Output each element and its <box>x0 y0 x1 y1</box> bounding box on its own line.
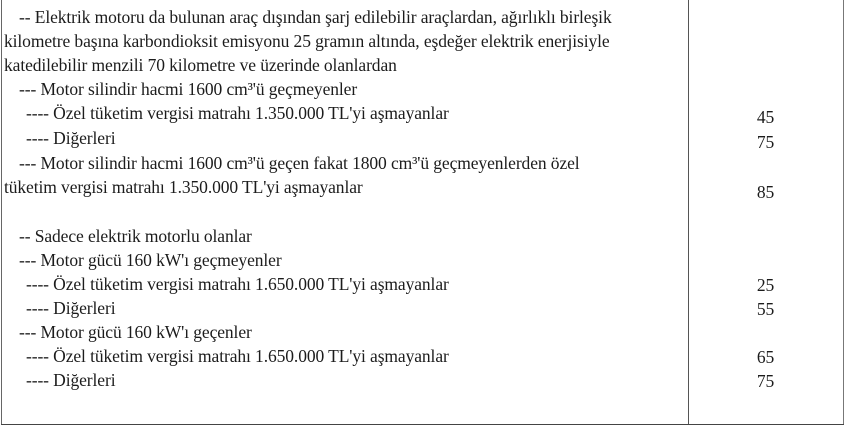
row-text: --- Motor gücü 160 kW'ı geçmeyenler <box>19 250 282 270</box>
table-row <box>0 77 688 101</box>
table-row <box>0 248 688 272</box>
table-row <box>0 29 688 53</box>
row-text: --- Motor silindir hacmi 1600 cm³'ü geçmeyenler <box>19 79 358 99</box>
row-text: --- Motor silindir hacmi 1600 cm³'ü geçen fakat 1800 cm³'ü geçmeyenlerden özel <box>19 153 580 173</box>
row-text: ---- Özel tüketim vergisi matrahı 1.650.000 TL'yi aşmayanlar <box>26 274 449 294</box>
table-row <box>0 175 688 199</box>
rate-value: 45 <box>756 107 775 127</box>
row-text: ---- Diğerleri <box>26 298 116 318</box>
table-row <box>0 224 688 248</box>
row-text: ---- Diğerleri <box>26 128 116 148</box>
rate-value: 25 <box>756 275 775 295</box>
table-row <box>0 296 688 320</box>
row-text: ---- Özel tüketim vergisi matrahı 1.350.000 TL'yi aşmayanlar <box>26 103 449 123</box>
table-row <box>0 5 688 29</box>
rate-value: 75 <box>756 371 775 391</box>
table-row <box>0 272 688 296</box>
rate-value: 55 <box>756 299 775 319</box>
row-text: --- Motor gücü 160 kW'ı geçenler <box>19 322 252 342</box>
row-text: katedilebilir menzili 70 kilometre ve üzerinde olanlardan <box>4 55 397 75</box>
table-row <box>0 368 688 392</box>
row-text: ---- Özel tüketim vergisi matrahı 1.650.000 TL'yi aşmayanlar <box>26 346 449 366</box>
row-text: -- Sadece elektrik motorlu olanlar <box>19 226 252 246</box>
table-row <box>0 126 688 150</box>
table-row <box>0 53 688 77</box>
table-right-border <box>843 0 844 425</box>
table-row <box>0 151 688 175</box>
row-text: kilometre başına karbondioksit emisyonu 25 gramın altında, eşdeğer elektrik enerjisiyle <box>4 31 610 51</box>
row-text: ---- Diğerleri <box>26 370 116 390</box>
table-row <box>0 320 688 344</box>
rate-value: 65 <box>756 347 775 367</box>
row-text: tüketim vergisi matrahı 1.350.000 TL'yi aşmayanlar <box>4 177 363 197</box>
rate-value: 85 <box>756 182 775 202</box>
table-row <box>0 101 688 125</box>
row-text: -- Elektrik motoru da bulunan araç dışından şarj edilebilir araçlardan, ağırlıklı birleşik <box>19 7 612 27</box>
table-row <box>0 344 688 368</box>
rate-value: 75 <box>756 132 775 152</box>
